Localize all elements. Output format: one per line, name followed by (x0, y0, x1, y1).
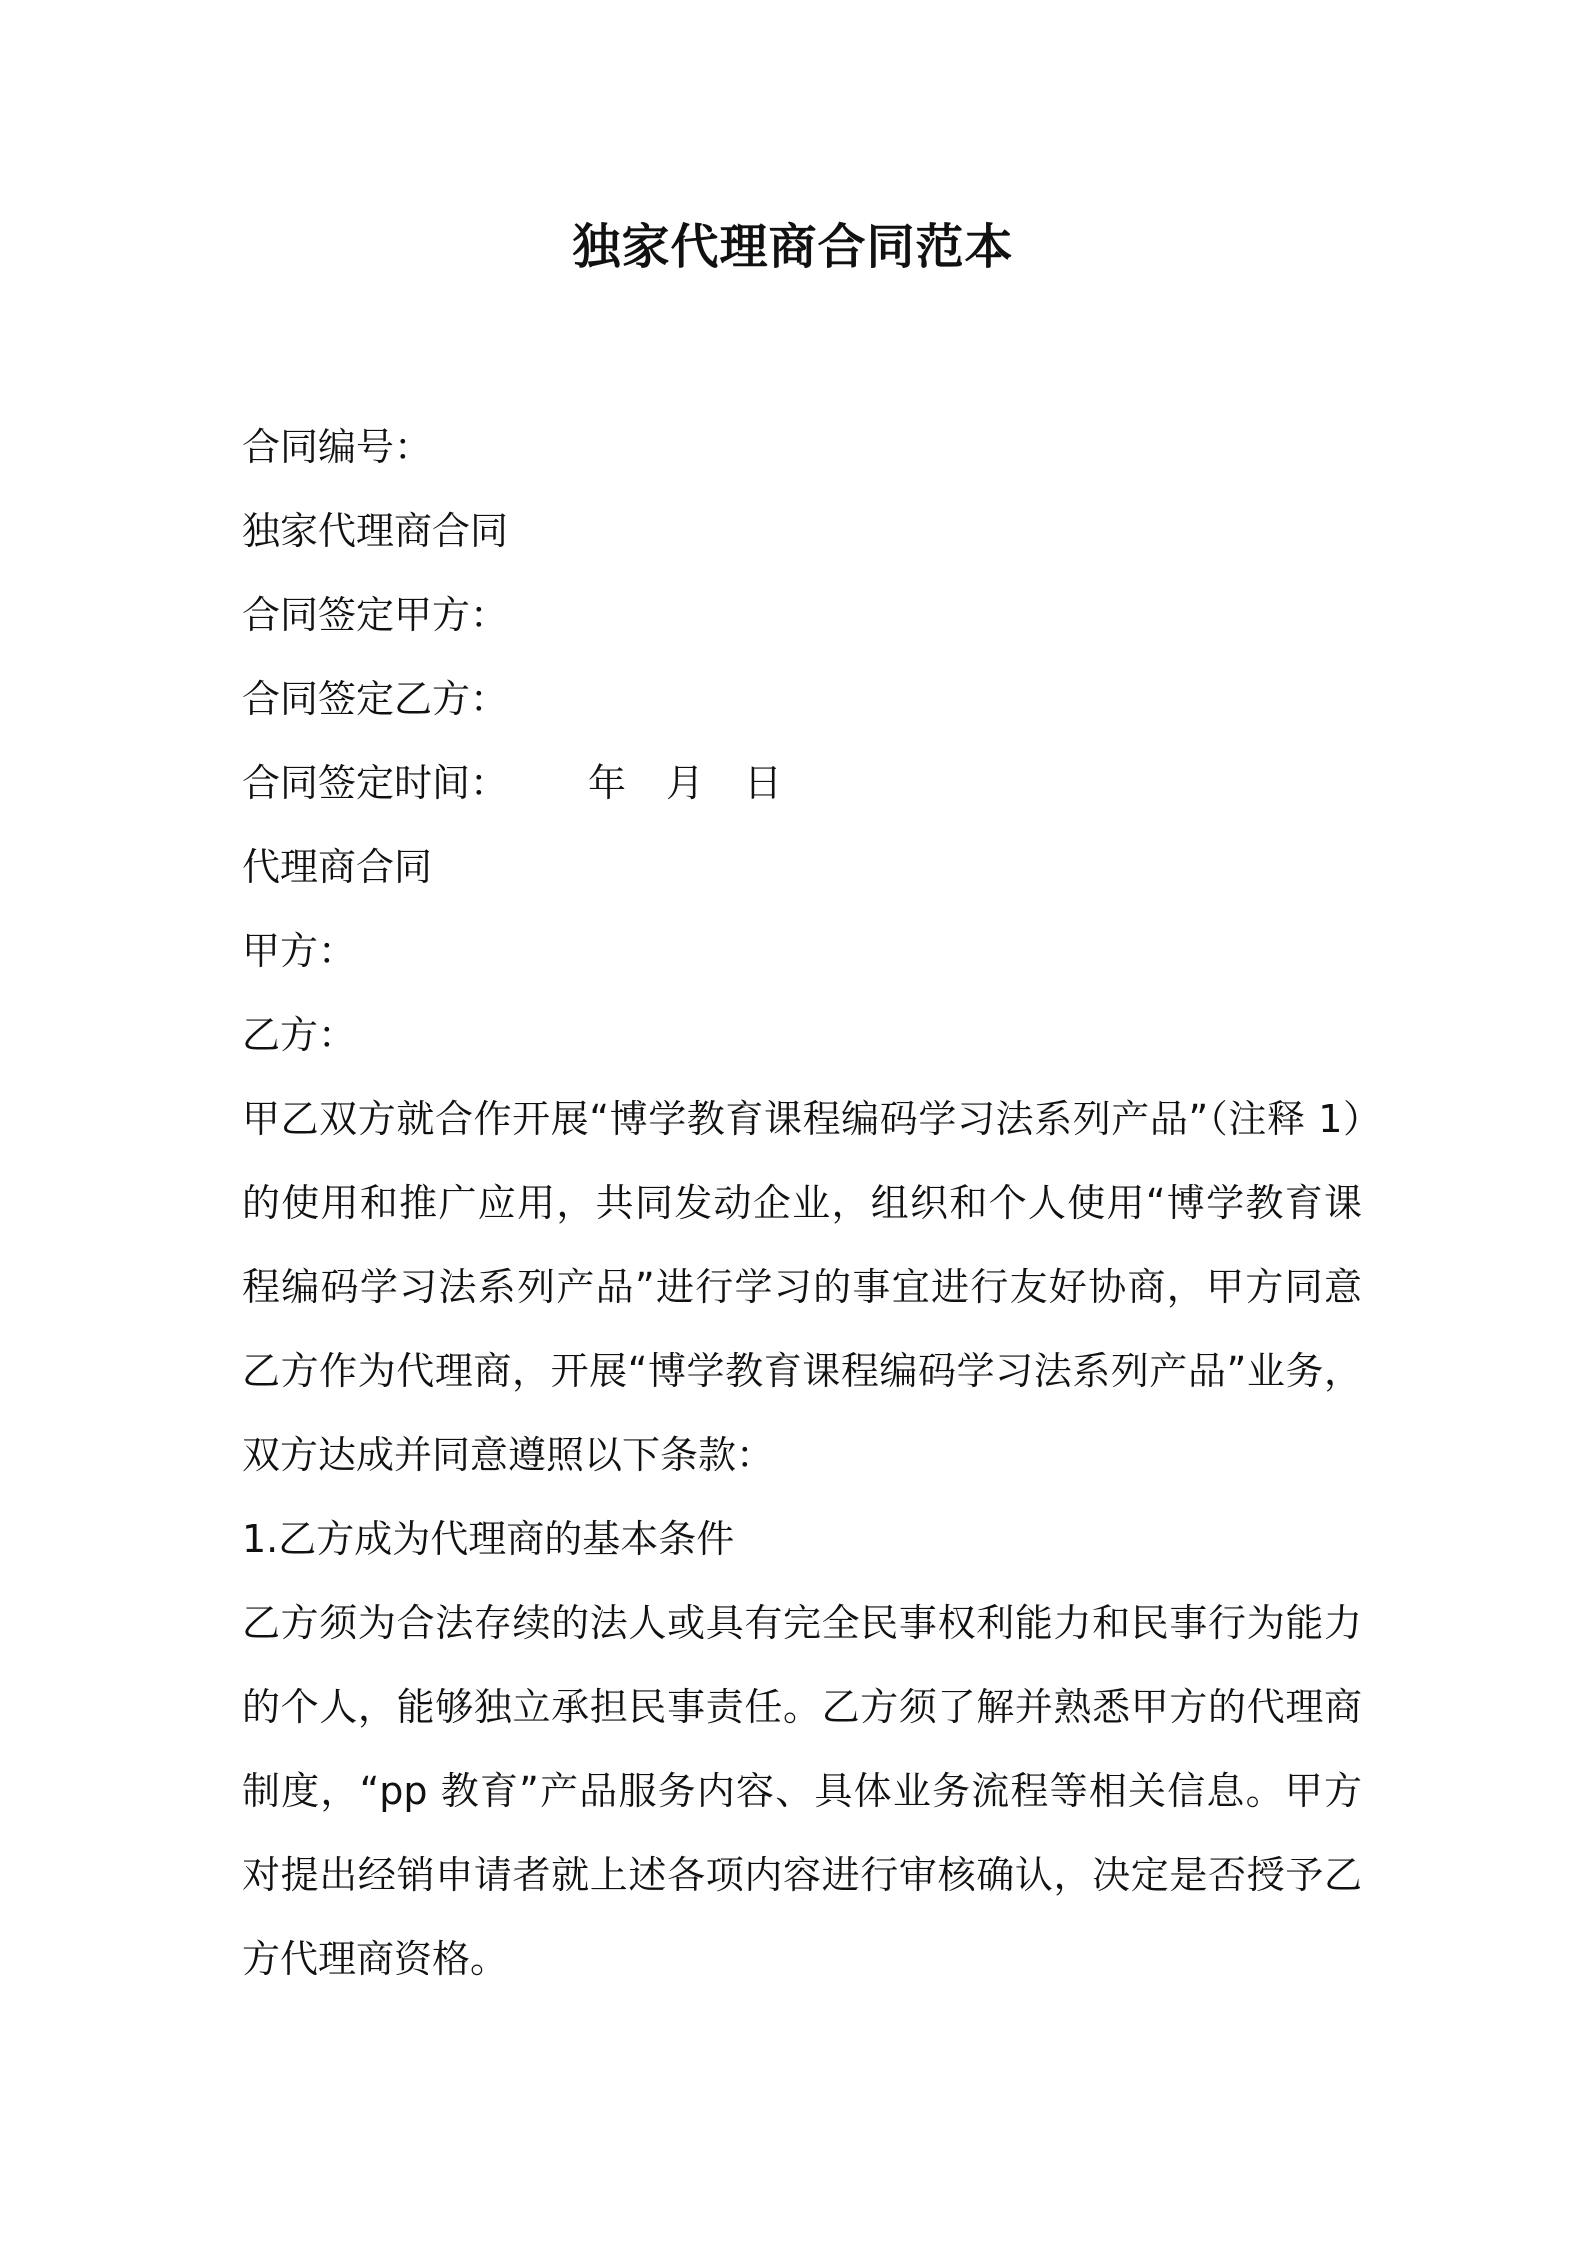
contract-name-line: 独家代理商合同 (242, 509, 509, 553)
party-b-line: 乙方： (242, 1013, 357, 1057)
section-1-paragraph: 乙方须为合法存续的法人或具有完全民事权利能力和民事行为能力的个人，能够独立承担民事责任。乙方须了解并熟悉甲方的代理商制度，“pp 教育”产品服务内容、具体业务流程等相关信息。甲方对提出经销申请者就上述各项内容进行审核确认，决定是否授予乙方代理商资格。 (242, 1601, 1362, 1981)
signing-time-label: 合同签定时间： (242, 761, 509, 805)
party-b-signing-line: 合同签定乙方： (242, 677, 509, 721)
document-title: 独家代理商合同范本 (572, 219, 1014, 275)
signing-time-line (242, 741, 1362, 825)
party-a-line: 甲方： (242, 929, 357, 973)
document-body (242, 405, 1362, 2001)
section-1-heading: 1.乙方成为代理商的基本条件 (242, 1517, 735, 1561)
agent-contract-line: 代理商合同 (242, 845, 433, 889)
year-label: 年 (588, 761, 627, 805)
contract-number-line: 合同编号： (242, 425, 433, 469)
day-label: 日 (744, 761, 783, 805)
intro-paragraph: 甲乙双方就合作开展“博学教育课程编码学习法系列产品”（注释 1）的使用和推广应用，共同发动企业，组织和个人使用“博学教育课程编码学习法系列产品”进行学习的事宜进行友好协商，甲方同意乙方作为代理商，开展“博学教育课程编码学习法系列产品”业务，双方达成并同意遵照以下条款： (242, 1097, 1362, 1477)
month-label: 月 (666, 761, 705, 805)
party-a-signing-line: 合同签定甲方： (242, 593, 509, 637)
